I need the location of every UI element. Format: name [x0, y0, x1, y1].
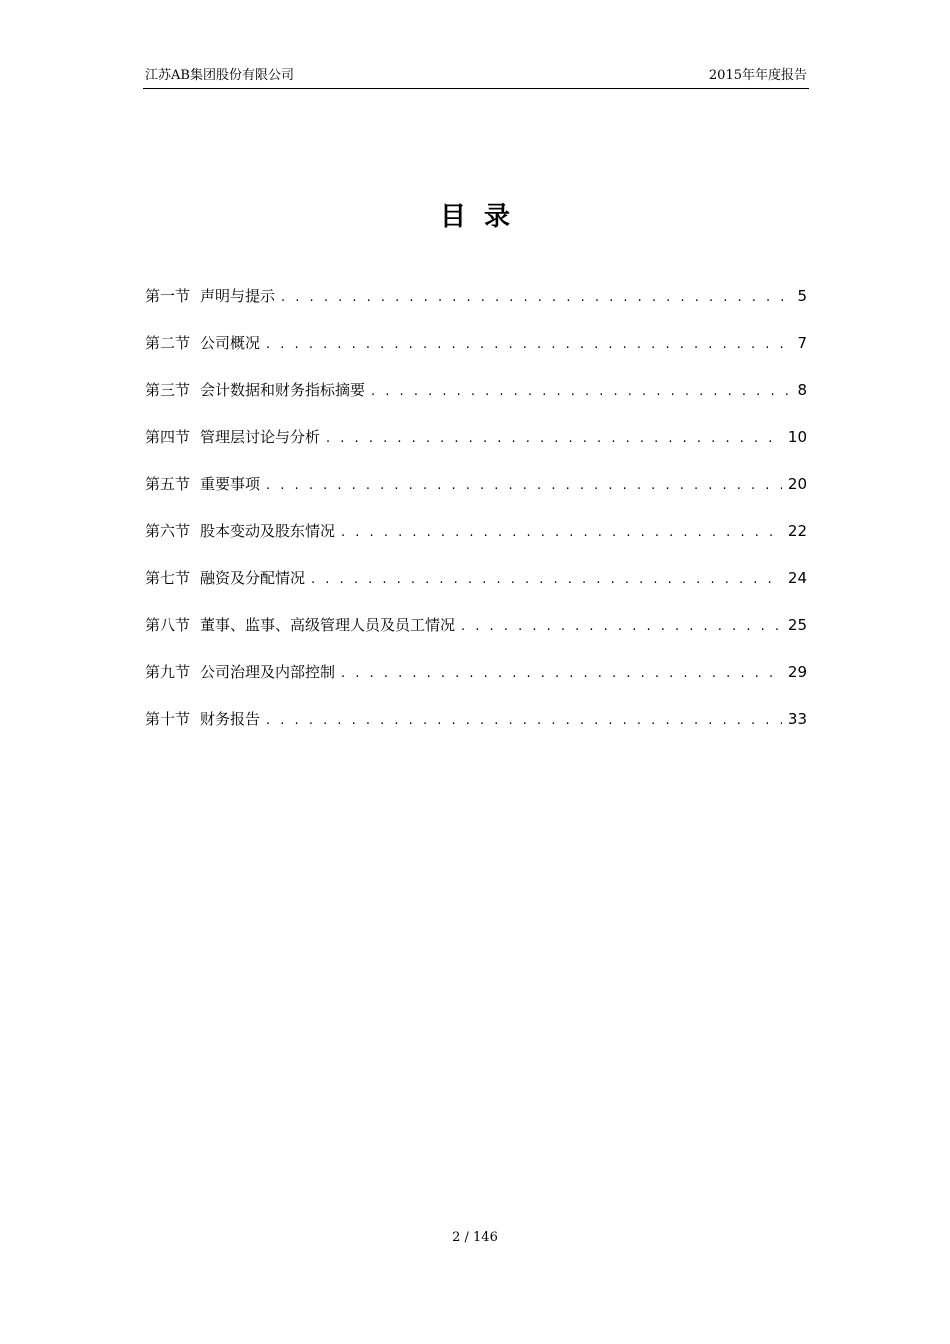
- toc-page-number: 22: [787, 522, 807, 540]
- toc-entry[interactable]: [145, 331, 807, 378]
- toc-section-number: 第七节: [145, 569, 191, 587]
- toc-leader-dots: [311, 568, 782, 592]
- toc-entry[interactable]: [145, 519, 807, 566]
- toc-section-number: 第九节: [145, 663, 191, 681]
- toc-section-label: 融资及分配情况: [200, 569, 306, 587]
- toc-page-number: 8: [797, 381, 807, 399]
- toc-page-number: 5: [797, 287, 807, 305]
- toc-page-number: 20: [787, 475, 807, 493]
- toc-leader-dots: [326, 427, 782, 451]
- toc-section-number: 第六节: [145, 522, 191, 540]
- toc-section-number: 第三节: [145, 381, 191, 399]
- toc-leader-dots: [266, 474, 782, 498]
- table-of-contents: [145, 284, 807, 754]
- toc-leader-dots: [371, 380, 791, 404]
- toc-entry[interactable]: [145, 613, 807, 660]
- toc-entry[interactable]: [145, 660, 807, 707]
- toc-section-label: 声明与提示: [200, 287, 276, 305]
- toc-page-number: 24: [787, 569, 807, 587]
- toc-entry[interactable]: [145, 284, 807, 331]
- toc-section-number: 第十节: [145, 710, 191, 728]
- toc-page-number: 29: [787, 663, 807, 681]
- toc-page-number: 7: [797, 334, 807, 352]
- toc-section-label: 公司概况: [200, 334, 261, 352]
- toc-leader-dots: [341, 521, 782, 545]
- toc-section-label: 财务报告: [200, 710, 261, 728]
- toc-section-label: 重要事项: [200, 475, 261, 493]
- toc-leader-dots: [266, 709, 782, 733]
- toc-entry[interactable]: [145, 378, 807, 425]
- header-company-name: 江苏AB集团股份有限公司: [145, 68, 294, 83]
- toc-section-number: 第四节: [145, 428, 191, 446]
- toc-leader-dots: [461, 615, 782, 639]
- toc-page-number: 25: [787, 616, 807, 634]
- toc-entry[interactable]: [145, 566, 807, 613]
- toc-section-label: 股本变动及股东情况: [200, 522, 336, 540]
- page-footer-number: 2 / 146: [452, 1230, 498, 1245]
- toc-page-number: 33: [787, 710, 807, 728]
- header-report-title: 2015年年度报告: [708, 68, 807, 83]
- page-header: [143, 66, 809, 89]
- toc-section-label: 公司治理及内部控制: [200, 663, 336, 681]
- toc-section-label: 管理层讨论与分析: [200, 428, 321, 446]
- toc-section-number: 第五节: [145, 475, 191, 493]
- toc-entry[interactable]: [145, 425, 807, 472]
- toc-leader-dots: [281, 286, 791, 310]
- toc-section-number: 第八节: [145, 616, 191, 634]
- toc-title: 目录: [439, 202, 528, 232]
- toc-leader-dots: [266, 333, 791, 357]
- toc-section-label: 董事、监事、高级管理人员及员工情况: [200, 616, 456, 634]
- toc-page-number: 10: [787, 428, 807, 446]
- toc-section-number: 第二节: [145, 334, 191, 352]
- toc-section-number: 第一节: [145, 287, 191, 305]
- toc-section-label: 会计数据和财务指标摘要: [200, 381, 366, 399]
- toc-leader-dots: [341, 662, 782, 686]
- toc-entry[interactable]: [145, 707, 807, 754]
- toc-entry[interactable]: [145, 472, 807, 519]
